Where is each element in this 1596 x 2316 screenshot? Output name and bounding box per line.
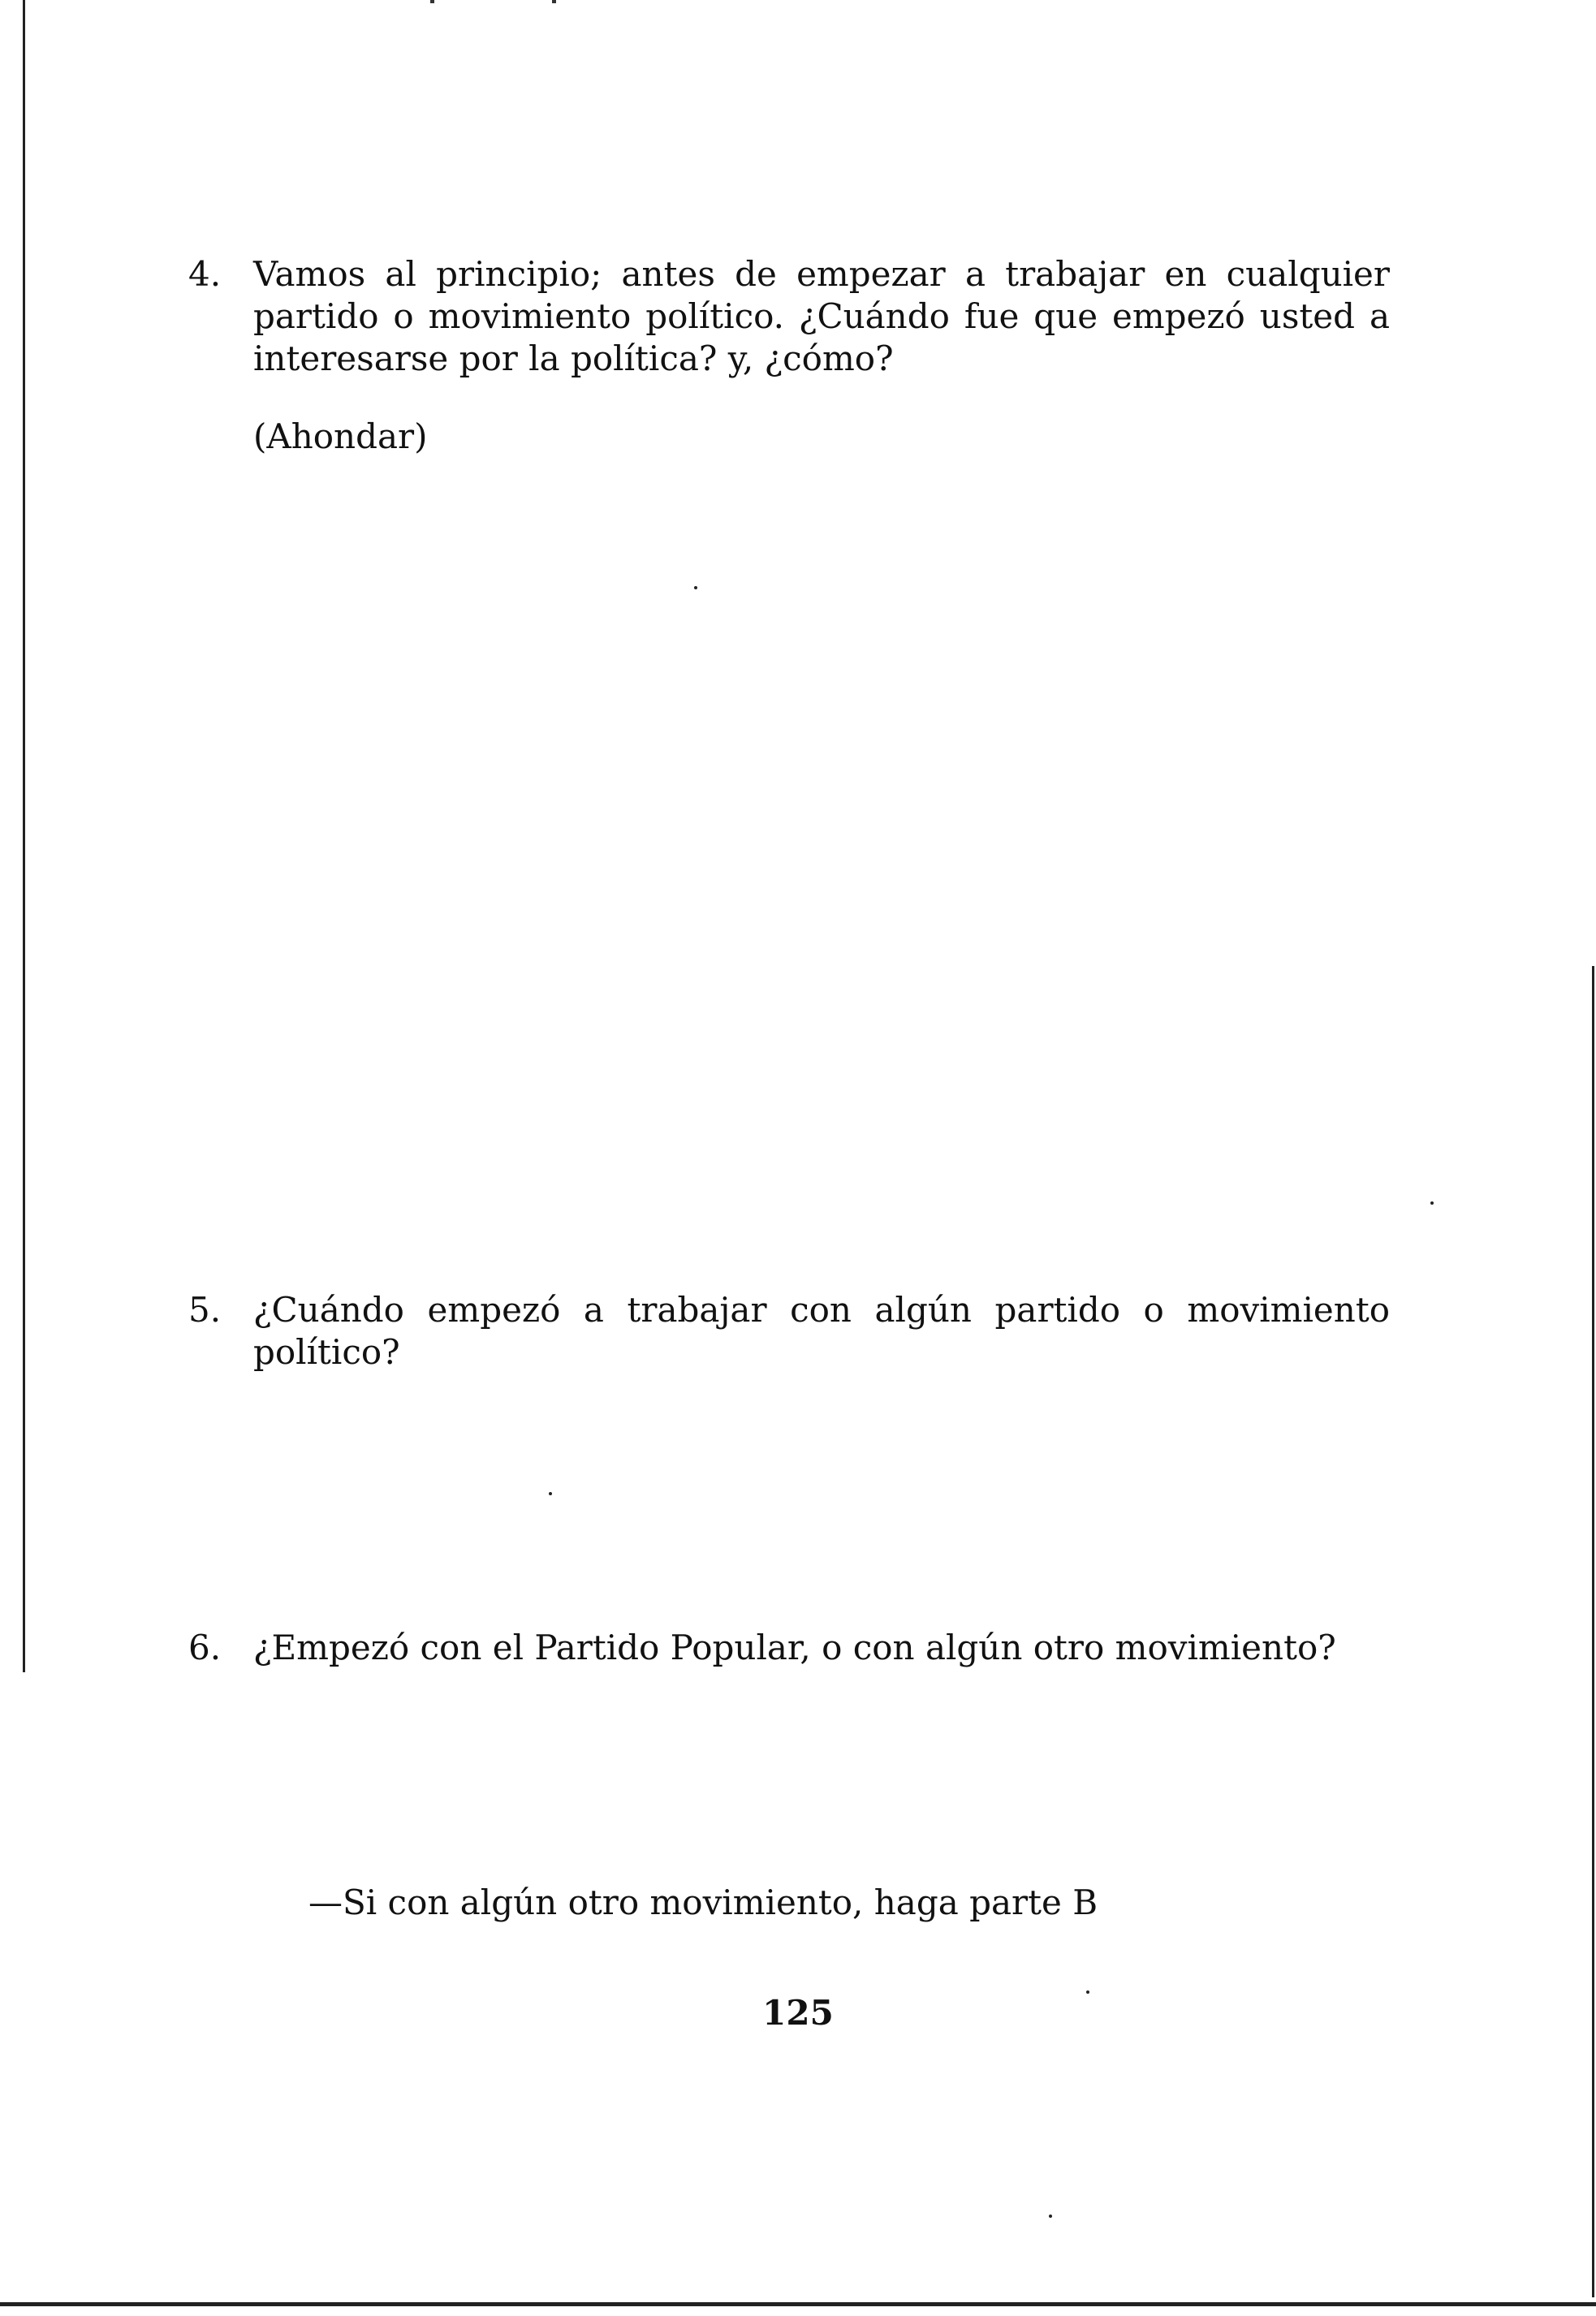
question-number: 5.: [188, 1290, 222, 1330]
bottom-rule: [0, 2302, 1596, 2306]
scan-speck: [1049, 2215, 1052, 2218]
question-4: [188, 253, 1390, 380]
right-margin-rule: [1592, 966, 1594, 2297]
question-text: Vamos al principio; antes de empezar a trabajar en cualquier partido o movimiento político. ¿Cuándo fue que empezó usted a interesarse por la política? y, ¿cómo?: [253, 254, 1390, 378]
question-text: ¿Empezó con el Partido Popular, o con algún otro movimiento?: [253, 1628, 1336, 1667]
skip-instruction: —Si con algún otro movimiento, haga parte B: [308, 1883, 1098, 1922]
question-number: 4.: [188, 254, 222, 294]
scan-mark: [552, 0, 556, 3]
question-6: [188, 1627, 1390, 1669]
scan-mark: [430, 0, 434, 3]
scan-speck: [694, 586, 697, 589]
question-text: ¿Cuándo empezó a trabajar con algún partido o movimiento político?: [253, 1290, 1390, 1372]
scan-speck: [549, 1492, 552, 1495]
left-margin-rule: [23, 0, 25, 1672]
question-number: 6.: [188, 1628, 222, 1667]
question-5: [188, 1289, 1390, 1374]
scan-speck: [1430, 1201, 1434, 1205]
probe-note: (Ahondar): [253, 416, 428, 456]
page-number: 125: [762, 1993, 834, 2033]
